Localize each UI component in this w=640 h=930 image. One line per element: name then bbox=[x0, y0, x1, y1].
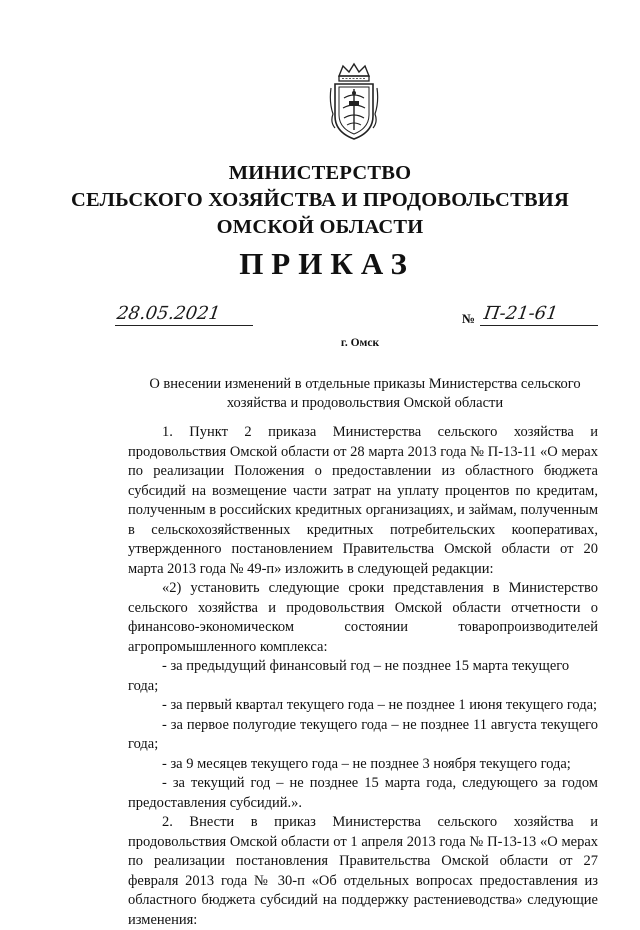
document-city: г. Омск bbox=[340, 337, 380, 349]
date-underline bbox=[115, 325, 253, 326]
document-type-title: ПРИКАЗ bbox=[239, 246, 415, 281]
document-subject: О внесении изменений в отдельные приказы Министерства сельского хозяйства и продовольствия Омской области bbox=[149, 376, 581, 411]
paragraph-3: 2. Внести в приказ Министерства сельского хозяйства и продовольствия Омской области от 1 апреля 2013 года № П-13-13 «О мерах по реализации постановления Правительства Омской области от 27 февраля 2013 года № 30-п «Об отдельных вопросах предоставления из областного бюджета субсидий на поддержку растениеводства» следующие изменения: bbox=[128, 814, 598, 928]
ministry-name bbox=[0, 160, 640, 241]
document-number-field bbox=[462, 305, 602, 327]
paragraph-2: «2) установить следующие сроки представления в Министерство сельского хозяйства и продовольствия Омской области отчетности о финансово-экономическом состоянии товаропроизводителей агропромышленного комплекса: bbox=[128, 580, 598, 655]
document-number: П-21-61 bbox=[482, 303, 560, 324]
ministry-line-1: МИНИСТЕРСТВО bbox=[228, 162, 412, 184]
paragraph-1: 1. Пункт 2 приказа Министерства сельского хозяйства и продовольствия Омской области от 28 марта 2013 года № П-13-11 «О мерах по реализации Положения о предоставлении из областного бюджета субсидий на возмещение части затрат на уплату процентов по кредитам, полученным в российских кредитных организациях, и займам, полученным в сельскохозяйственных кредитных потребительских кооперативах, утвержденного постановлением Правительства Омской области от 20 марта 2013 года № 49-п» изложить в следующей редакции: bbox=[128, 424, 598, 577]
document-date-field bbox=[115, 305, 255, 327]
ministry-line-3: ОМСКОЙ ОБЛАСТИ bbox=[216, 216, 424, 238]
list-item: - за текущий год – не позднее 15 марта года, следующего за годом предоставления субсидий.». bbox=[128, 775, 598, 811]
list-item: - за первый квартал текущего года – не позднее 1 июня текущего года; bbox=[162, 697, 598, 713]
number-label: № bbox=[462, 311, 476, 326]
list-item: - за первое полугодие текущего года – не позднее 11 августа текущего года; bbox=[128, 716, 598, 752]
list-item: - за предыдущий финансовый год – не позднее 15 марта текущего года; bbox=[128, 658, 570, 694]
number-underline bbox=[480, 325, 598, 326]
ministry-line-2: СЕЛЬСКОГО ХОЗЯЙСТВА И ПРОДОВОЛЬСТВИЯ bbox=[71, 189, 569, 211]
document-date: 28.05.2021 bbox=[115, 303, 222, 324]
omsk-coat-of-arms-icon bbox=[327, 62, 381, 142]
document-body bbox=[128, 423, 598, 930]
list-item: - за 9 месяцев текущего года – не позднее 3 ноября текущего года; bbox=[162, 755, 571, 772]
